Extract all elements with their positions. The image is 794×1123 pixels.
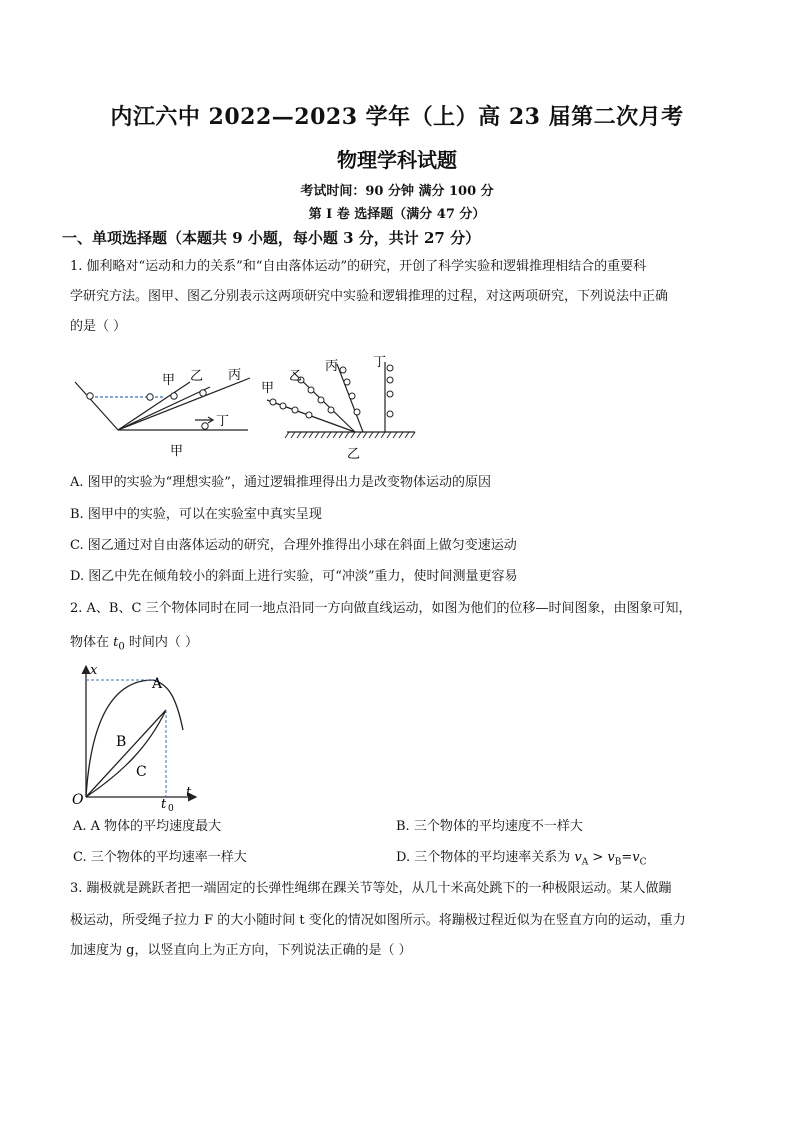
q1-option-a: A. 图甲的实验为“理想实验”，通过逻辑推理得出力是改变物体运动的原因 bbox=[70, 475, 491, 490]
x-axis-label: t bbox=[186, 785, 192, 800]
q1-option-b: B. 图甲中的实验，可以在实验室中真实呈现 bbox=[70, 507, 322, 522]
line-b-label: B bbox=[116, 734, 127, 750]
fig-jia-label-jia: 甲 bbox=[162, 373, 176, 388]
q2-option-d: D. 三个物体的平均速率关系为 $v_A > v_B=v_C$ bbox=[396, 850, 647, 868]
xt-graph bbox=[68, 662, 208, 812]
q2-option-a: A. A 物体的平均速度最大 bbox=[73, 819, 222, 834]
q1-line-3: 的是（ ） bbox=[70, 319, 127, 334]
figure-yi bbox=[255, 352, 435, 462]
exam-subtitle: 物理学科试题 bbox=[337, 148, 457, 172]
q2-t0-sub: 0 bbox=[118, 641, 125, 653]
curve-a-label: A bbox=[152, 676, 163, 692]
part-title: 第 I 卷 选择题（满分 47 分） bbox=[308, 207, 486, 222]
t0-sub-label: 0 bbox=[168, 804, 174, 812]
fig-yi-label-jia: 甲 bbox=[261, 381, 275, 396]
curve-c-label: C bbox=[136, 764, 147, 780]
q1-line-1: 1. 伽利略对“运动和力的关系”和“自由落体运动”的研究，开创了科学实验和逻辑推理相结合的重要科 bbox=[70, 259, 647, 274]
fig-jia-label-ding: 丁 bbox=[216, 414, 230, 429]
fig-yi-label-yi: 乙 bbox=[289, 369, 303, 384]
q1-option-c: C. 图乙通过对自由落体运动的研究，合理外推得出小球在斜面上做匀变速运动 bbox=[70, 538, 517, 553]
origin-label: O bbox=[72, 792, 84, 808]
t0-label: t bbox=[161, 797, 167, 812]
figure-jia bbox=[70, 360, 260, 460]
line-b bbox=[86, 710, 166, 797]
fig-yi-label-ding: 丁 bbox=[373, 355, 387, 370]
q2-t0: t bbox=[113, 635, 119, 650]
q1-line-2: 学研究方法。图甲、图乙分别表示这两项研究中实验和逻辑推理的过程，对这两项研究，下列说法中正确 bbox=[70, 289, 669, 304]
fig-yi-label-bing: 丙 bbox=[325, 359, 339, 374]
q2-option-c: C. 三个物体的平均速率一样大 bbox=[73, 850, 247, 865]
exam-title: 内江六中 2022—2023 学年（上）高 23 届第二次月考 bbox=[110, 104, 684, 130]
fig-jia-label-bing: 丙 bbox=[228, 368, 242, 383]
q2-option-b: B. 三个物体的平均速度不一样大 bbox=[396, 819, 583, 834]
q2-option-d-text: D. 三个物体的平均速率关系为 bbox=[396, 850, 575, 865]
fig-yi-caption: 乙 bbox=[347, 447, 361, 462]
q1-option-d: D. 图乙中先在倾角较小的斜面上进行实验，可“冲淡”重力，使时间测量更容易 bbox=[70, 569, 518, 584]
curve-a bbox=[86, 680, 183, 797]
exam-info: 考试时间：90 分钟 满分 100 分 bbox=[300, 184, 494, 199]
q2-line-2-post: 时间内（ ） bbox=[124, 635, 199, 650]
q3-line-2: 极运动，所受绳子拉力 F 的大小随时间 t 变化的情况如图所示。将蹦极过程近似为在竖直方向的运动，重力 bbox=[70, 913, 686, 928]
section-heading: 一、单项选择题（本题共 9 小题，每小题 3 分，共计 27 分） bbox=[62, 229, 481, 247]
y-axis-label: x bbox=[90, 663, 98, 678]
q3-line-3: 加速度为 g，以竖直向上为正方向，下列说法正确的是（ ） bbox=[70, 943, 412, 958]
fig-jia-caption: 甲 bbox=[170, 444, 184, 459]
fig-jia-label-yi: 乙 bbox=[190, 369, 204, 384]
q3-line-1: 3. 蹦极就是跳跃者把一端固定的长弹性绳绑在踝关节等处，从几十米高处跳下的一种极限运动。某人做蹦 bbox=[70, 881, 672, 896]
q2-line-2-pre: 物体在 bbox=[70, 635, 114, 650]
q2-line-2 bbox=[70, 628, 198, 662]
q2-line-1: 2. A、B、C 三个物体同时在同一地点沿同一方向做直线运动，如图为他们的位移—时间图象，由图象可知， bbox=[70, 601, 692, 616]
